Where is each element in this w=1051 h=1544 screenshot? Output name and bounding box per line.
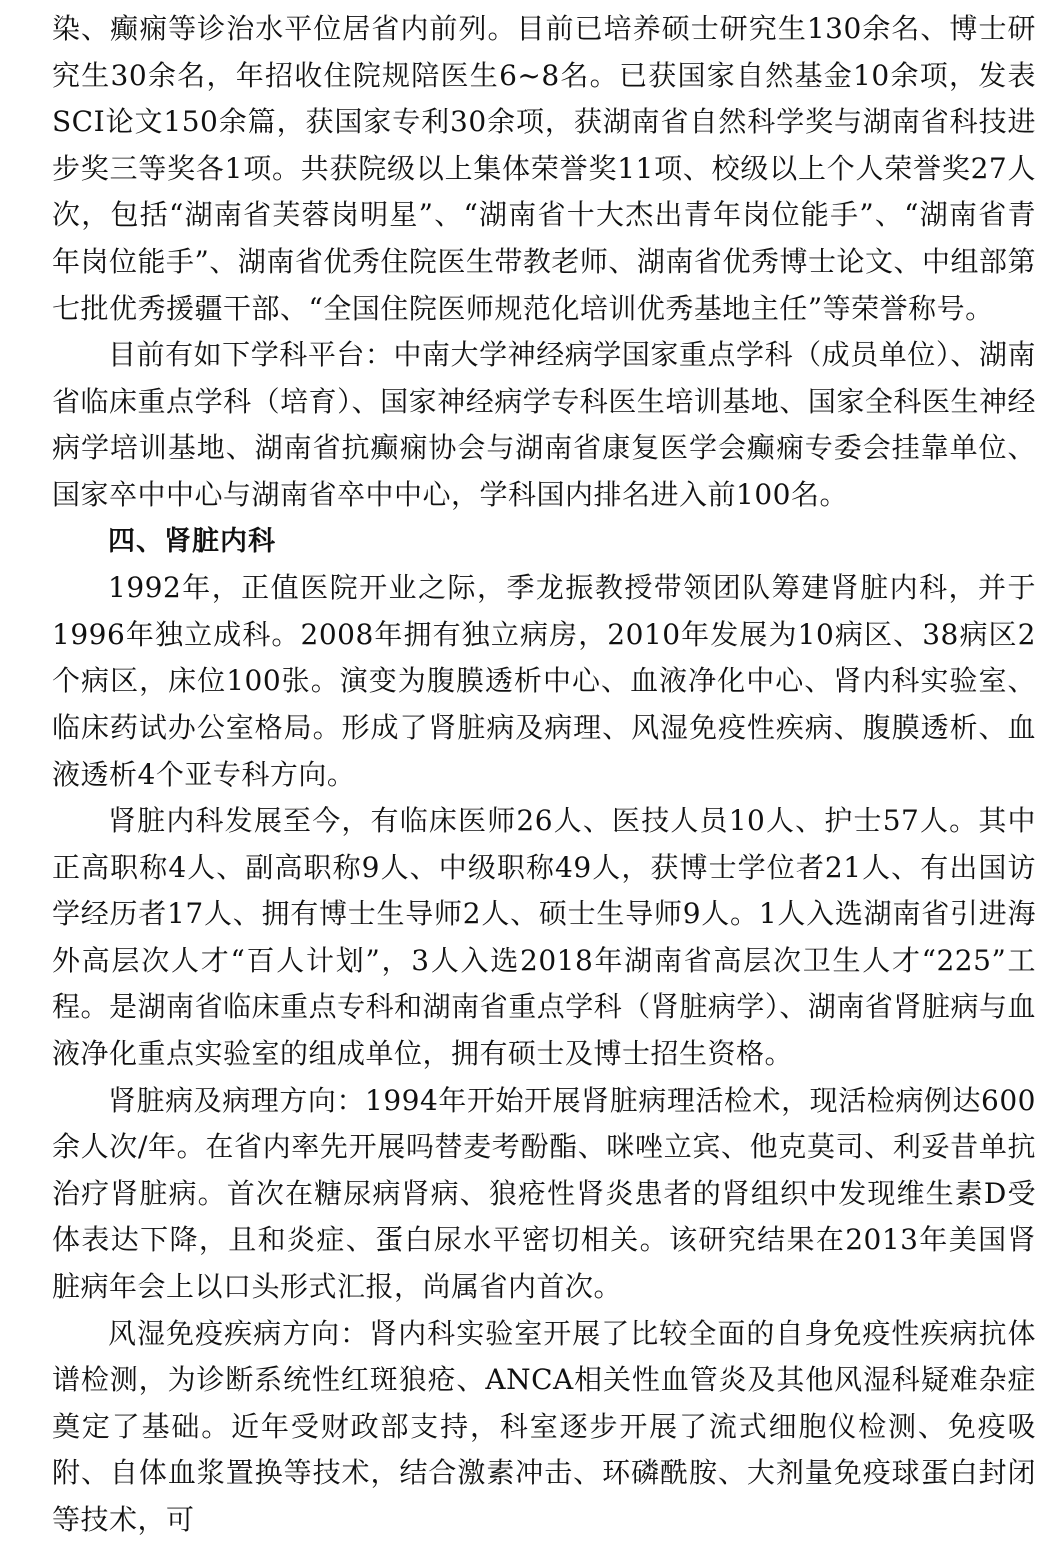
paragraph-discipline-platforms: 目前有如下学科平台：中南大学神经病学国家重点学科（成员单位）、湖南省临床重点学科（培育）、国家神经病学专科医生培训基地、国家全科医生神经病学培训基地、湖南省抗癫痫协会与湖南省康复医学会癫痫专委会挂靠单位、国家卒中中心与湖南省卒中中心，学科国内排名进入前100名。 (52, 338, 1036, 511)
paragraph-nephrology-staff: 肾脏内科发展至今，有临床医师26人、医技人员10人、护士57人。其中正高职称4人、副高职称9人、中级职称49人，获博士学位者21人、有出国访学经历者17人、拥有博士生导师2人、硕士生导师9人。1人入选湖南省引进海外高层次人才“百人计划”，3人入选2018年湖南省高层次卫生人才“225”工程。是湖南省临床重点专科和湖南省重点学科（肾脏病学）、湖南省肾脏病与血液净化重点实验室的组成单位，拥有硕士及博士招生资格。 (52, 804, 1036, 1071)
document-page (52, 6, 1036, 1544)
paragraph-nephrology-history: 1992年，正值医院开业之际，季龙振教授带领团队筹建肾脏内科，并于1996年独立成科。2008年拥有独立病房，2010年发展为10病区、38病区2个病区，床位100张。演变为腹膜透析中心、血液净化中心、肾内科实验室、临床药试办公室格局。形成了肾脏病及病理、风湿免疫性疾病、腹膜透析、血液透析4个亚专科方向。 (52, 571, 1036, 791)
paragraph-epilepsy-achievements: 染、癫痫等诊治水平位居省内前列。目前已培养硕士研究生130余名、博士研究生30余名，年招收住院规陪医生6~8名。已获国家自然基金10余项，发表SCI论文150余篇，获国家专利30余项，获湖南省自然科学奖与湖南省科技进步奖三等奖各1项。共获院级以上集体荣誉奖11项、校级以上个人荣誉奖27人次，包括“湖南省芙蓉岗明星”、“湖南省十大杰出青年岗位能手”、“湖南省青年岗位能手”、湖南省优秀住院医生带教老师、湖南省优秀博士论文、中组部第七批优秀援疆干部、“全国住院医师规范化培训优秀基地主任”等荣誉称号。 (52, 12, 1036, 325)
paragraph-rheumatic-immune: 风湿免疫疾病方向：肾内科实验室开展了比较全面的自身免疫性疾病抗体谱检测，为诊断系统性红斑狼疮、ANCA相关性血管炎及其他风湿科疑难杂症奠定了基础。近年受财政部支持，科室逐步开展了流式细胞仪检测、免疫吸附、自体血浆置换等技术，结合激素冲击、环磷酰胺、大剂量免疫球蛋白封闭等技术，可 (52, 1316, 1036, 1536)
paragraph-kidney-pathology: 肾脏病及病理方向：1994年开始开展肾脏病理活检术，现活检病例达600余人次/年。在省内率先开展吗替麦考酚酯、咪唑立宾、他克莫司、利妥昔单抗治疗肾脏病。首次在糖尿病肾病、狼疮性肾炎患者的肾组织中发现维生素D受体表达下降，且和炎症、蛋白尿水平密切相关。该研究结果在2013年美国肾脏病年会上以口头形式汇报，尚属省内首次。 (52, 1083, 1036, 1304)
section-heading-nephrology: 四、肾脏内科 (108, 525, 276, 557)
